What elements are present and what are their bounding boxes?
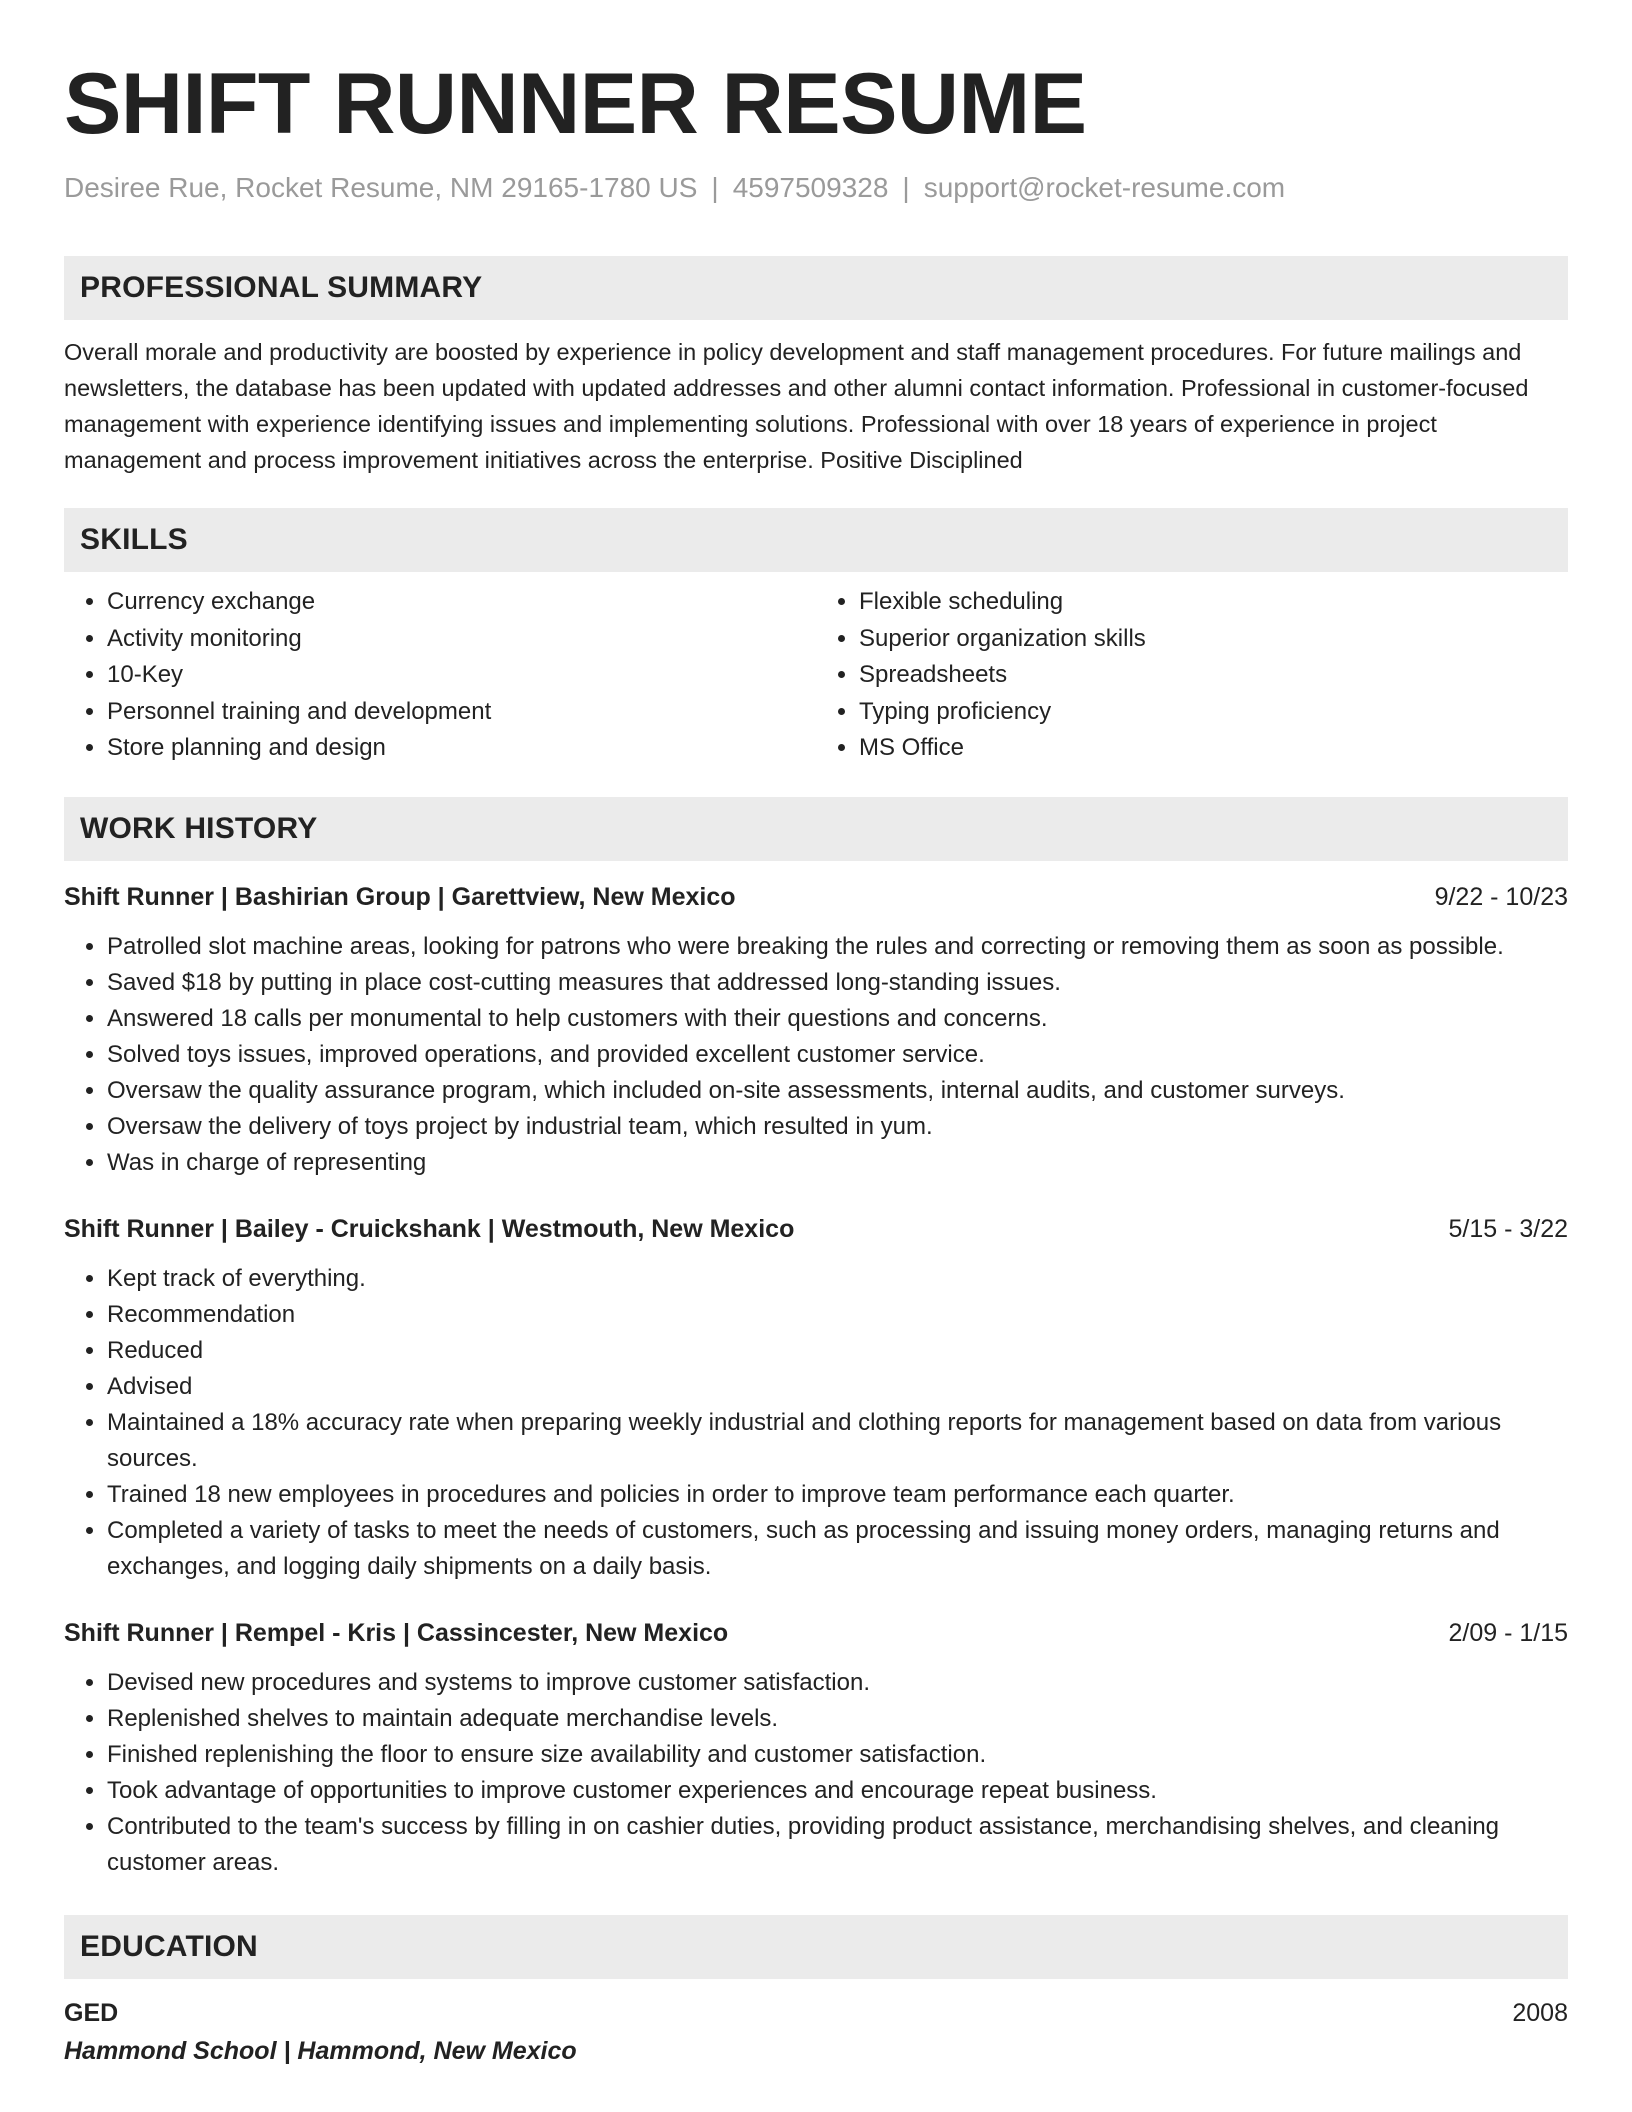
job-bullet: • Completed a variety of tasks to meet the needs of customers, such as processing and issuing money orders, managing returns and exchanges, and logging daily shipments on a daily basis. xyxy=(107,1513,1568,1585)
skill-item: • Activity monitoring xyxy=(107,621,816,658)
job-entry xyxy=(64,1615,1568,1881)
job-bullet: • Oversaw the delivery of toys project by industrial team, which resulted in yum. xyxy=(107,1109,1568,1145)
education-year: 2008 xyxy=(1512,1998,1568,2027)
job-bullet: • Finished replenishing the floor to ensure size availability and customer satisfaction. xyxy=(107,1737,1568,1773)
job-bullet: • Was in charge of representing xyxy=(107,1145,1568,1181)
contact-separator: | xyxy=(902,172,910,203)
job-bullet: • Took advantage of opportunities to improve customer experiences and encourage repeat business. xyxy=(107,1773,1568,1809)
job-bullet: • Replenished shelves to maintain adequate merchandise levels. xyxy=(107,1701,1568,1737)
education-degree: GED xyxy=(64,1998,119,2027)
job-bullets xyxy=(64,1665,1568,1881)
job-dates: 9/22 - 10/23 xyxy=(1434,882,1568,911)
job-title: Shift Runner | Rempel - Kris | Cassincester, New Mexico xyxy=(64,1618,729,1647)
skills-column-right xyxy=(816,584,1568,767)
skill-item: • Typing proficiency xyxy=(859,694,1568,731)
section-heading-education: EDUCATION xyxy=(64,1915,1568,1979)
section-heading-skills: SKILLS xyxy=(64,508,1568,572)
education-header xyxy=(64,1995,1568,2031)
contact-email: support@rocket-resume.com xyxy=(923,172,1286,203)
job-entry xyxy=(64,1211,1568,1585)
job-bullet: • Kept track of everything. xyxy=(107,1261,1568,1297)
section-heading-summary: PROFESSIONAL SUMMARY xyxy=(64,256,1568,320)
job-bullet: • Devised new procedures and systems to improve customer satisfaction. xyxy=(107,1665,1568,1701)
job-bullet: • Saved $18 by putting in place cost-cutting measures that addressed long-standing issues. xyxy=(107,965,1568,1001)
job-bullet: • Oversaw the quality assurance program, which included on-site assessments, internal audits, and customer surveys. xyxy=(107,1073,1568,1109)
job-bullet: • Contributed to the team's success by filling in on cashier duties, providing product assistance, merchandising shelves, and cleaning customer areas. xyxy=(107,1809,1568,1881)
contact-separator: | xyxy=(711,172,719,203)
contact-line xyxy=(64,170,1568,206)
job-title: Shift Runner | Bashirian Group | Garettview, New Mexico xyxy=(64,882,736,911)
summary-text: Overall morale and productivity are boosted by experience in policy development and staff management procedures. For future mailings and newsletters, the database has been updated with updated addresses and other alumni contact information. Professional in customer-focused management with experience identifying issues and implementing solutions. Professional with over 18 years of experience in project management and process improvement initiatives across the enterprise. Positive Disciplined xyxy=(64,339,1529,473)
skill-item: • Personnel training and development xyxy=(107,694,816,731)
job-dates: 5/15 - 3/22 xyxy=(1448,1214,1568,1243)
skill-item: • Currency exchange xyxy=(107,584,816,621)
job-bullet: • Solved toys issues, improved operations, and provided excellent customer service. xyxy=(107,1037,1568,1073)
job-bullet: • Maintained a 18% accuracy rate when preparing weekly industrial and clothing reports for management based on data from various sources. xyxy=(107,1405,1568,1477)
skill-item: • MS Office xyxy=(859,730,1568,767)
education-entry xyxy=(64,1995,1568,2069)
job-bullet: • Trained 18 new employees in procedures and policies in order to improve team performance each quarter. xyxy=(107,1477,1568,1513)
job-bullets xyxy=(64,929,1568,1181)
job-header xyxy=(64,1211,1568,1247)
skill-item: • 10-Key xyxy=(107,657,816,694)
education-school: Hammond School | Hammond, New Mexico xyxy=(64,2036,577,2065)
skills-column-left xyxy=(64,584,816,767)
job-entry xyxy=(64,879,1568,1181)
skills-list xyxy=(64,584,1568,767)
contact-phone: 4597509328 xyxy=(732,172,889,203)
job-header xyxy=(64,879,1568,915)
job-bullet: • Reduced xyxy=(107,1333,1568,1369)
job-header xyxy=(64,1615,1568,1651)
job-title: Shift Runner | Bailey - Cruickshank | Westmouth, New Mexico xyxy=(64,1214,795,1243)
job-dates: 2/09 - 1/15 xyxy=(1448,1618,1568,1647)
job-bullet: • Advised xyxy=(107,1369,1568,1405)
job-bullet: • Answered 18 calls per monumental to help customers with their questions and concerns. xyxy=(107,1001,1568,1037)
skill-item: • Flexible scheduling xyxy=(859,584,1568,621)
job-bullet: • Recommendation xyxy=(107,1297,1568,1333)
skill-item: • Spreadsheets xyxy=(859,657,1568,694)
resume-title: SHIFT RUNNER RESUME xyxy=(64,56,1087,152)
contact-address: Desiree Rue, Rocket Resume, NM 29165-1780 US xyxy=(64,172,698,203)
section-heading-work-history: WORK HISTORY xyxy=(64,797,1568,861)
job-bullets xyxy=(64,1261,1568,1585)
skill-item: • Store planning and design xyxy=(107,730,816,767)
job-bullet: • Patrolled slot machine areas, looking for patrons who were breaking the rules and correcting or removing them as soon as possible. xyxy=(107,929,1568,965)
skill-item: • Superior organization skills xyxy=(859,621,1568,658)
